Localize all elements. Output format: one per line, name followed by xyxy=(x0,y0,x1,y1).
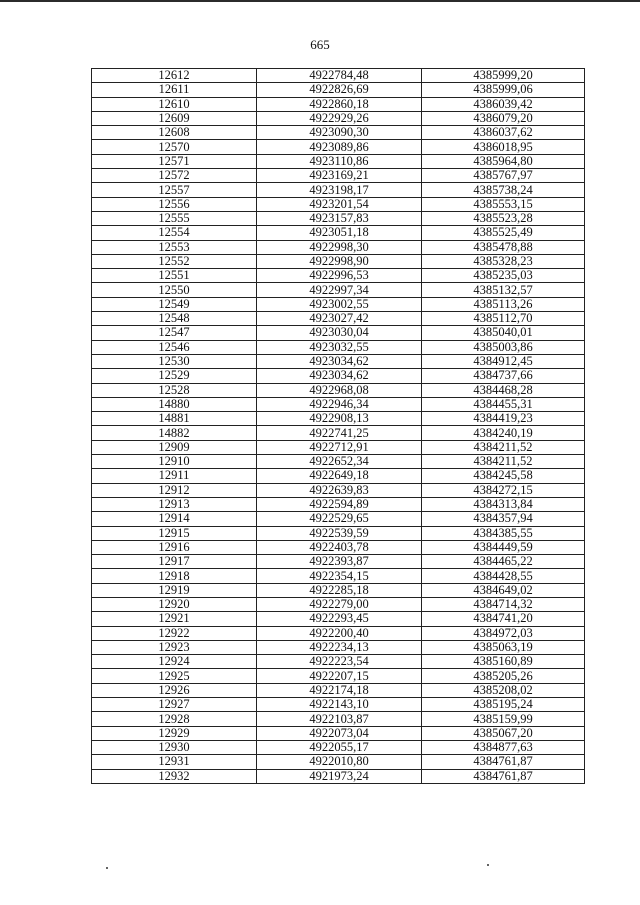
x-coordinate-cell: 4922279,00 xyxy=(257,597,422,611)
x-coordinate-cell: 4922998,90 xyxy=(257,254,422,268)
y-coordinate-cell: 4385208,02 xyxy=(422,683,585,697)
y-coordinate-cell: 4384468,28 xyxy=(422,383,585,397)
point-id-cell: 12570 xyxy=(92,140,257,154)
point-id-cell: 12927 xyxy=(92,698,257,712)
table-row xyxy=(92,540,585,554)
table-row xyxy=(92,726,585,740)
x-coordinate-cell: 4923030,04 xyxy=(257,326,422,340)
point-id-cell: 14880 xyxy=(92,397,257,411)
table-row xyxy=(92,669,585,683)
x-coordinate-cell: 4922174,18 xyxy=(257,683,422,697)
scan-speck xyxy=(106,867,108,869)
y-coordinate-cell: 4385478,88 xyxy=(422,240,585,254)
point-id-cell: 12611 xyxy=(92,83,257,97)
x-coordinate-cell: 4922073,04 xyxy=(257,726,422,740)
point-id-cell: 12921 xyxy=(92,612,257,626)
x-coordinate-cell: 4922996,53 xyxy=(257,269,422,283)
point-id-cell: 12612 xyxy=(92,69,257,83)
x-coordinate-cell: 4922285,18 xyxy=(257,583,422,597)
point-id-cell: 12928 xyxy=(92,712,257,726)
y-coordinate-cell: 4385205,26 xyxy=(422,669,585,683)
point-id-cell: 12930 xyxy=(92,740,257,754)
table-row xyxy=(92,397,585,411)
x-coordinate-cell: 4923034,62 xyxy=(257,354,422,368)
x-coordinate-cell: 4923032,55 xyxy=(257,340,422,354)
table-row xyxy=(92,712,585,726)
point-id-cell: 12909 xyxy=(92,440,257,454)
x-coordinate-cell: 4922529,65 xyxy=(257,512,422,526)
point-id-cell: 12929 xyxy=(92,726,257,740)
x-coordinate-cell: 4922594,89 xyxy=(257,497,422,511)
coordinates-table-body xyxy=(92,69,585,784)
point-id-cell: 12920 xyxy=(92,597,257,611)
y-coordinate-cell: 4384428,55 xyxy=(422,569,585,583)
point-id-cell: 12911 xyxy=(92,469,257,483)
y-coordinate-cell: 4385195,24 xyxy=(422,698,585,712)
table-row xyxy=(92,269,585,283)
table-row xyxy=(92,83,585,97)
point-id-cell: 12914 xyxy=(92,512,257,526)
x-coordinate-cell: 4922652,34 xyxy=(257,455,422,469)
y-coordinate-cell: 4384465,22 xyxy=(422,555,585,569)
y-coordinate-cell: 4385159,99 xyxy=(422,712,585,726)
y-coordinate-cell: 4384714,32 xyxy=(422,597,585,611)
point-id-cell: 12571 xyxy=(92,154,257,168)
x-coordinate-cell: 4923157,83 xyxy=(257,211,422,225)
point-id-cell: 12556 xyxy=(92,197,257,211)
x-coordinate-cell: 4922354,15 xyxy=(257,569,422,583)
table-row xyxy=(92,683,585,697)
x-coordinate-cell: 4922712,91 xyxy=(257,440,422,454)
point-id-cell: 12912 xyxy=(92,483,257,497)
y-coordinate-cell: 4385003,86 xyxy=(422,340,585,354)
x-coordinate-cell: 4922908,13 xyxy=(257,412,422,426)
y-coordinate-cell: 4385063,19 xyxy=(422,640,585,654)
y-coordinate-cell: 4384877,63 xyxy=(422,740,585,754)
table-row xyxy=(92,183,585,197)
point-id-cell: 12555 xyxy=(92,211,257,225)
y-coordinate-cell: 4385132,57 xyxy=(422,283,585,297)
y-coordinate-cell: 4385767,97 xyxy=(422,169,585,183)
top-border-rule xyxy=(0,0,640,2)
y-coordinate-cell: 4384272,15 xyxy=(422,483,585,497)
x-coordinate-cell: 4922103,87 xyxy=(257,712,422,726)
point-id-cell: 12609 xyxy=(92,111,257,125)
x-coordinate-cell: 4922649,18 xyxy=(257,469,422,483)
table-row xyxy=(92,483,585,497)
x-coordinate-cell: 4922403,78 xyxy=(257,540,422,554)
point-id-cell: 12572 xyxy=(92,169,257,183)
x-coordinate-cell: 4923051,18 xyxy=(257,226,422,240)
table-row xyxy=(92,497,585,511)
table-row xyxy=(92,612,585,626)
y-coordinate-cell: 4385553,15 xyxy=(422,197,585,211)
y-coordinate-cell: 4385113,26 xyxy=(422,297,585,311)
table-row xyxy=(92,640,585,654)
x-coordinate-cell: 4923198,17 xyxy=(257,183,422,197)
y-coordinate-cell: 4385738,24 xyxy=(422,183,585,197)
x-coordinate-cell: 4922968,08 xyxy=(257,383,422,397)
table-row xyxy=(92,283,585,297)
y-coordinate-cell: 4385523,28 xyxy=(422,211,585,225)
table-row xyxy=(92,354,585,368)
point-id-cell: 12546 xyxy=(92,340,257,354)
table-row xyxy=(92,569,585,583)
x-coordinate-cell: 4922997,34 xyxy=(257,283,422,297)
table-row xyxy=(92,297,585,311)
point-id-cell: 12552 xyxy=(92,254,257,268)
table-row xyxy=(92,512,585,526)
table-row xyxy=(92,312,585,326)
table-row xyxy=(92,340,585,354)
x-coordinate-cell: 4922207,15 xyxy=(257,669,422,683)
x-coordinate-cell: 4923002,55 xyxy=(257,297,422,311)
x-coordinate-cell: 4922929,26 xyxy=(257,111,422,125)
table-row xyxy=(92,211,585,225)
y-coordinate-cell: 4385525,49 xyxy=(422,226,585,240)
point-id-cell: 12915 xyxy=(92,526,257,540)
point-id-cell: 12926 xyxy=(92,683,257,697)
y-coordinate-cell: 4385964,80 xyxy=(422,154,585,168)
x-coordinate-cell: 4923027,42 xyxy=(257,312,422,326)
point-id-cell: 12925 xyxy=(92,669,257,683)
point-id-cell: 12554 xyxy=(92,226,257,240)
y-coordinate-cell: 4384912,45 xyxy=(422,354,585,368)
x-coordinate-cell: 4922200,40 xyxy=(257,626,422,640)
point-id-cell: 14881 xyxy=(92,412,257,426)
table-row xyxy=(92,97,585,111)
coordinates-table xyxy=(91,68,585,784)
x-coordinate-cell: 4922055,17 xyxy=(257,740,422,754)
point-id-cell: 12551 xyxy=(92,269,257,283)
point-id-cell: 12610 xyxy=(92,97,257,111)
point-id-cell: 12550 xyxy=(92,283,257,297)
table-row xyxy=(92,597,585,611)
point-id-cell: 12924 xyxy=(92,655,257,669)
x-coordinate-cell: 4923034,62 xyxy=(257,369,422,383)
point-id-cell: 12923 xyxy=(92,640,257,654)
table-row xyxy=(92,254,585,268)
y-coordinate-cell: 4385160,89 xyxy=(422,655,585,669)
point-id-cell: 12608 xyxy=(92,126,257,140)
point-id-cell: 12932 xyxy=(92,769,257,783)
table-row xyxy=(92,426,585,440)
y-coordinate-cell: 4384240,19 xyxy=(422,426,585,440)
y-coordinate-cell: 4385328,23 xyxy=(422,254,585,268)
point-id-cell: 12549 xyxy=(92,297,257,311)
x-coordinate-cell: 4922010,80 xyxy=(257,755,422,769)
y-coordinate-cell: 4384419,23 xyxy=(422,412,585,426)
point-id-cell: 12528 xyxy=(92,383,257,397)
table-row xyxy=(92,698,585,712)
table-row xyxy=(92,740,585,754)
x-coordinate-cell: 4923110,86 xyxy=(257,154,422,168)
y-coordinate-cell: 4385235,03 xyxy=(422,269,585,283)
x-coordinate-cell: 4923201,54 xyxy=(257,197,422,211)
y-coordinate-cell: 4386079,20 xyxy=(422,111,585,125)
y-coordinate-cell: 4384385,55 xyxy=(422,526,585,540)
y-coordinate-cell: 4385112,70 xyxy=(422,312,585,326)
x-coordinate-cell: 4922784,48 xyxy=(257,69,422,83)
y-coordinate-cell: 4385040,01 xyxy=(422,326,585,340)
table-row xyxy=(92,126,585,140)
y-coordinate-cell: 4384313,84 xyxy=(422,497,585,511)
y-coordinate-cell: 4384245,58 xyxy=(422,469,585,483)
table-row xyxy=(92,655,585,669)
y-coordinate-cell: 4384649,02 xyxy=(422,583,585,597)
table-row xyxy=(92,440,585,454)
table-row xyxy=(92,240,585,254)
x-coordinate-cell: 4922826,69 xyxy=(257,83,422,97)
page-number: 665 xyxy=(310,37,330,52)
table-row xyxy=(92,455,585,469)
table-row xyxy=(92,526,585,540)
x-coordinate-cell: 4923090,30 xyxy=(257,126,422,140)
scan-speck xyxy=(487,864,489,866)
point-id-cell: 12910 xyxy=(92,455,257,469)
point-id-cell: 12529 xyxy=(92,369,257,383)
y-coordinate-cell: 4384741,20 xyxy=(422,612,585,626)
x-coordinate-cell: 4922639,83 xyxy=(257,483,422,497)
table-row xyxy=(92,369,585,383)
y-coordinate-cell: 4384737,66 xyxy=(422,369,585,383)
table-row xyxy=(92,555,585,569)
table-row xyxy=(92,626,585,640)
y-coordinate-cell: 4384357,94 xyxy=(422,512,585,526)
x-coordinate-cell: 4922741,25 xyxy=(257,426,422,440)
table-row xyxy=(92,140,585,154)
x-coordinate-cell: 4922393,87 xyxy=(257,555,422,569)
table-row xyxy=(92,326,585,340)
y-coordinate-cell: 4384449,59 xyxy=(422,540,585,554)
point-id-cell: 12922 xyxy=(92,626,257,640)
y-coordinate-cell: 4385067,20 xyxy=(422,726,585,740)
y-coordinate-cell: 4386037,62 xyxy=(422,126,585,140)
table-row xyxy=(92,226,585,240)
table-row xyxy=(92,383,585,397)
point-id-cell: 12918 xyxy=(92,569,257,583)
table-row xyxy=(92,412,585,426)
x-coordinate-cell: 4922223,54 xyxy=(257,655,422,669)
x-coordinate-cell: 4923169,21 xyxy=(257,169,422,183)
table-row xyxy=(92,583,585,597)
table-row xyxy=(92,469,585,483)
x-coordinate-cell: 4922946,34 xyxy=(257,397,422,411)
y-coordinate-cell: 4385999,06 xyxy=(422,83,585,97)
x-coordinate-cell: 4922293,45 xyxy=(257,612,422,626)
x-coordinate-cell: 4922143,10 xyxy=(257,698,422,712)
point-id-cell: 12916 xyxy=(92,540,257,554)
x-coordinate-cell: 4922998,30 xyxy=(257,240,422,254)
y-coordinate-cell: 4386039,42 xyxy=(422,97,585,111)
point-id-cell: 12913 xyxy=(92,497,257,511)
table-row xyxy=(92,154,585,168)
point-id-cell: 12548 xyxy=(92,312,257,326)
point-id-cell: 12557 xyxy=(92,183,257,197)
y-coordinate-cell: 4384211,52 xyxy=(422,440,585,454)
table-row xyxy=(92,769,585,783)
table-row xyxy=(92,197,585,211)
y-coordinate-cell: 4384972,03 xyxy=(422,626,585,640)
y-coordinate-cell: 4385999,20 xyxy=(422,69,585,83)
y-coordinate-cell: 4386018,95 xyxy=(422,140,585,154)
table-row xyxy=(92,169,585,183)
point-id-cell: 12547 xyxy=(92,326,257,340)
point-id-cell: 12919 xyxy=(92,583,257,597)
y-coordinate-cell: 4384455,31 xyxy=(422,397,585,411)
point-id-cell: 12530 xyxy=(92,354,257,368)
x-coordinate-cell: 4922539,59 xyxy=(257,526,422,540)
point-id-cell: 14882 xyxy=(92,426,257,440)
table-row xyxy=(92,69,585,83)
x-coordinate-cell: 4923089,86 xyxy=(257,140,422,154)
x-coordinate-cell: 4922234,13 xyxy=(257,640,422,654)
x-coordinate-cell: 4921973,24 xyxy=(257,769,422,783)
x-coordinate-cell: 4922860,18 xyxy=(257,97,422,111)
y-coordinate-cell: 4384761,87 xyxy=(422,755,585,769)
y-coordinate-cell: 4384761,87 xyxy=(422,769,585,783)
table-row xyxy=(92,755,585,769)
point-id-cell: 12553 xyxy=(92,240,257,254)
point-id-cell: 12917 xyxy=(92,555,257,569)
y-coordinate-cell: 4384211,52 xyxy=(422,455,585,469)
point-id-cell: 12931 xyxy=(92,755,257,769)
table-row xyxy=(92,111,585,125)
